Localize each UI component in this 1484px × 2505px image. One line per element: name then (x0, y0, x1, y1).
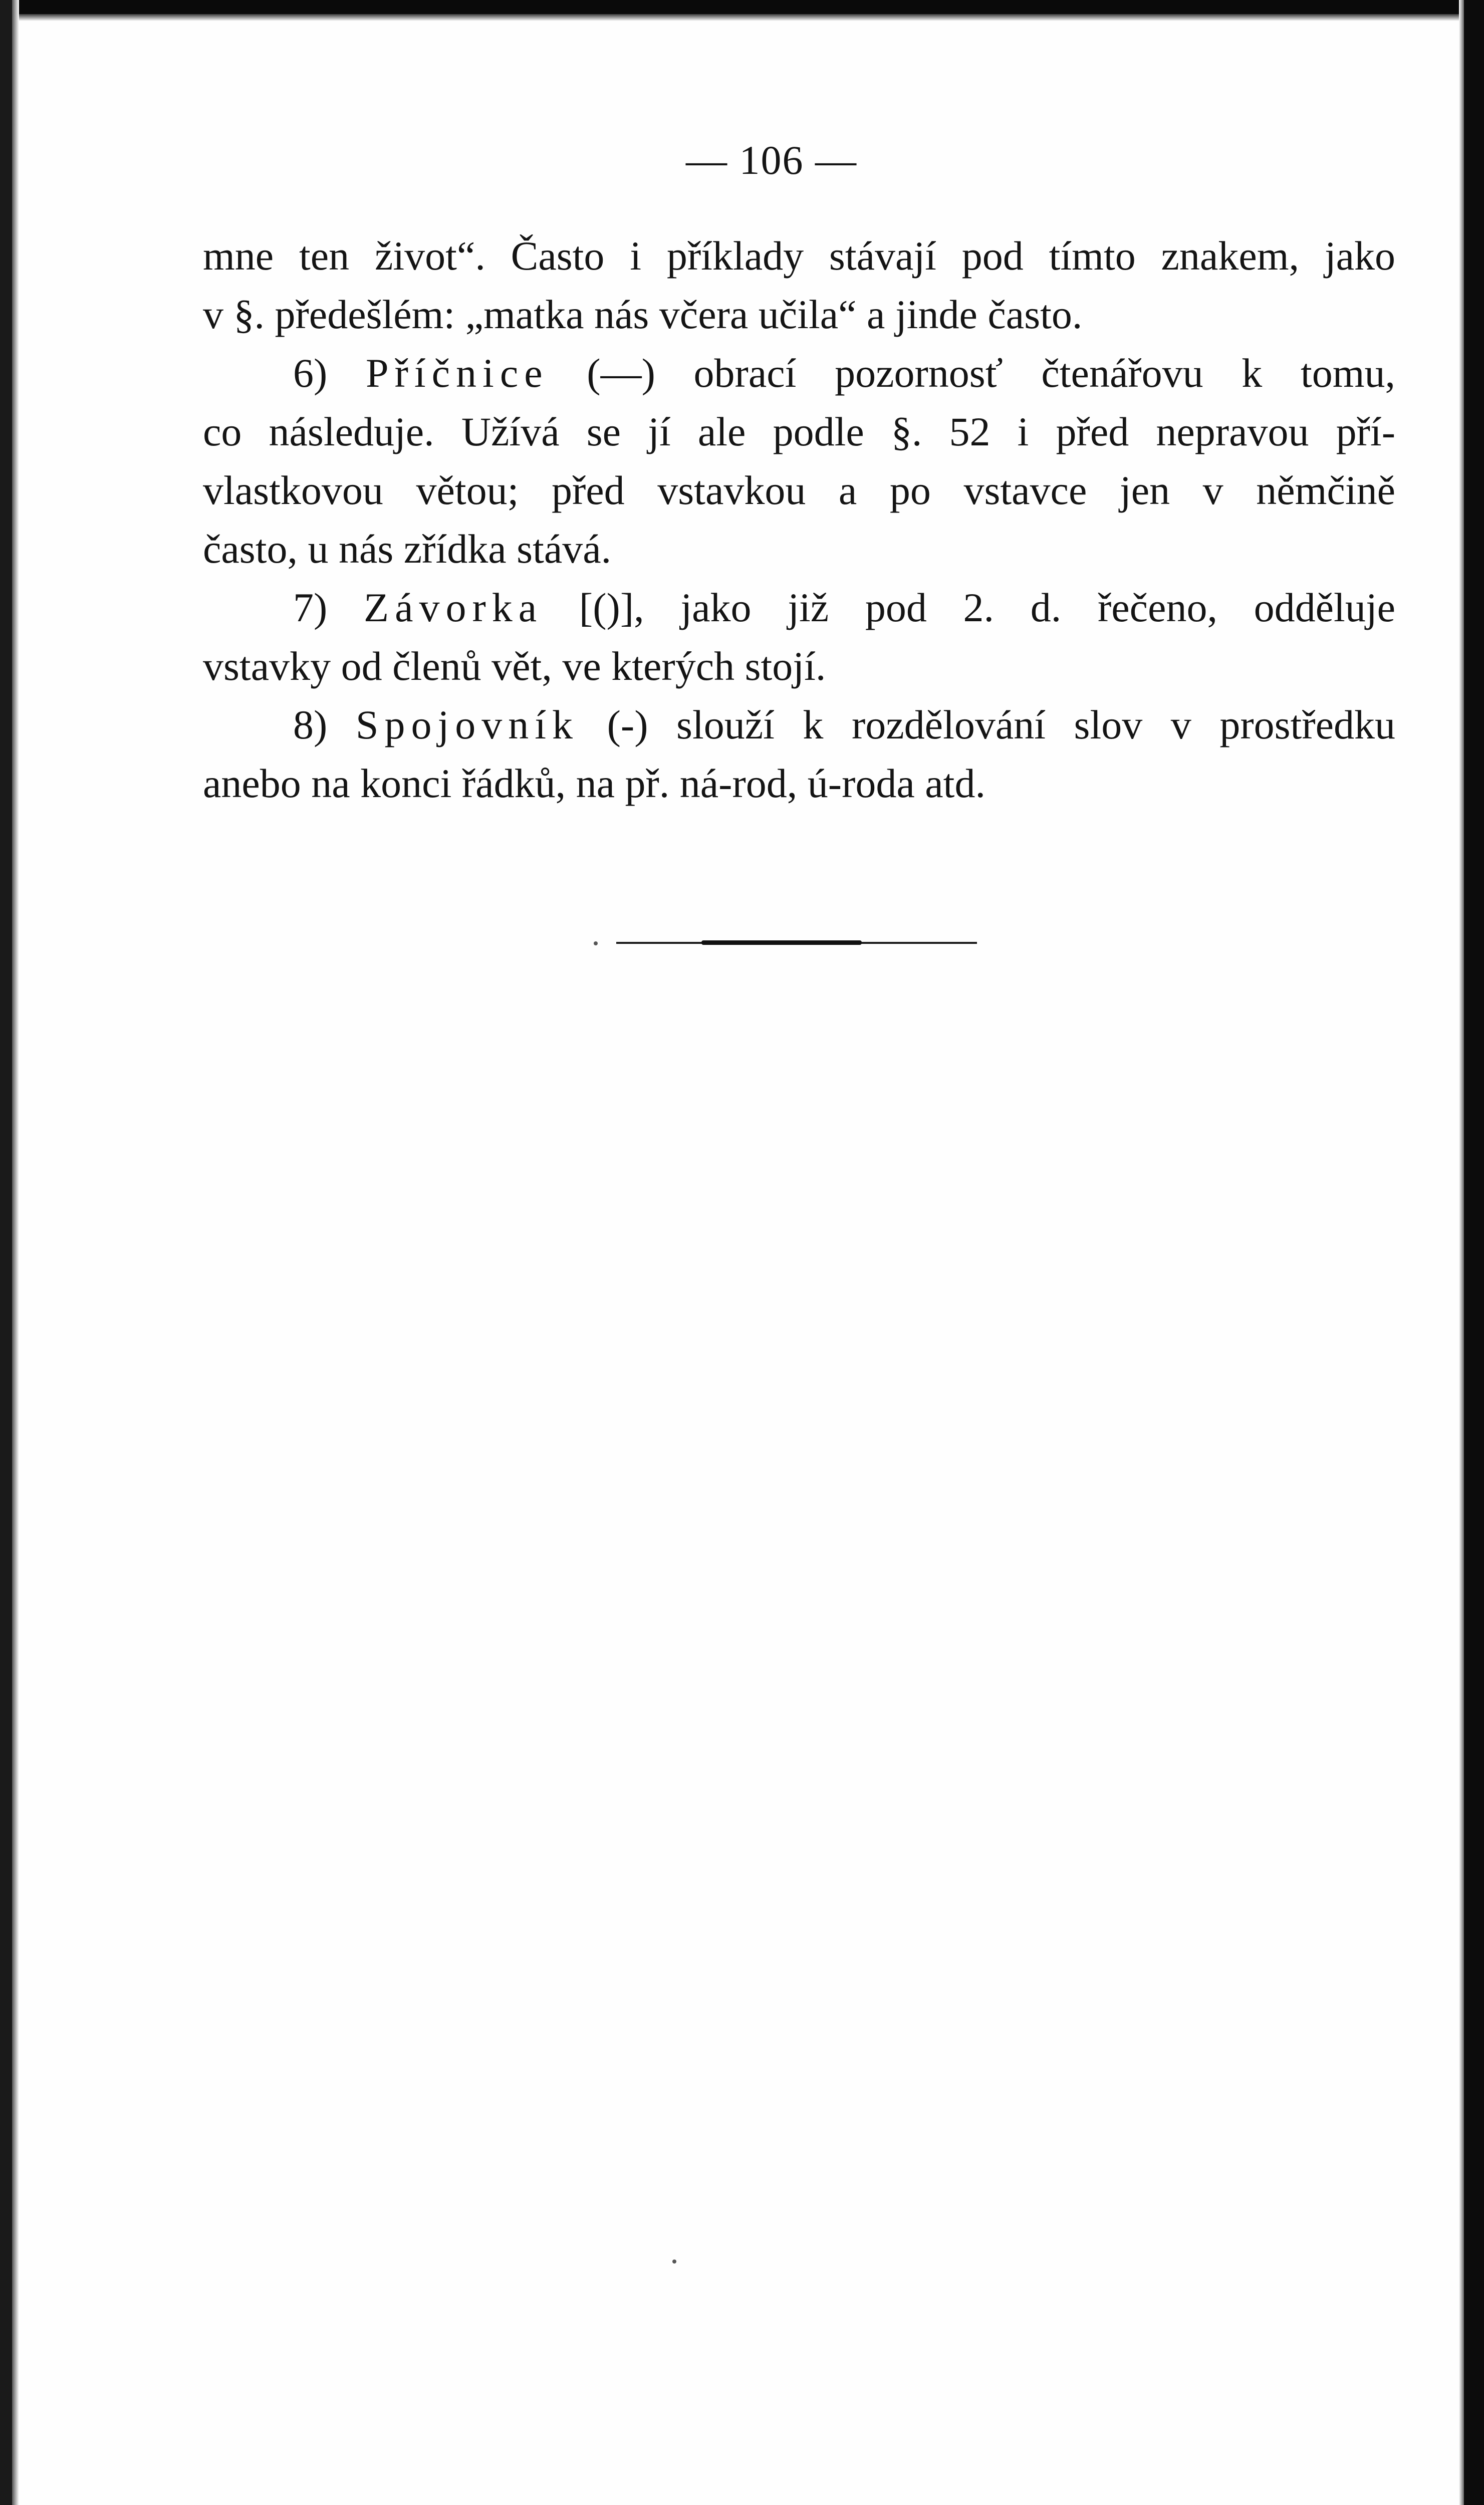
scan-edge-left-shadow (12, 0, 19, 2505)
paragraph-continuation-line-2: v §. předešlém: „matka nás včera učila“ a jinde často. (203, 292, 1083, 337)
paragraph-6-line-1 (203, 344, 1395, 402)
scan-edge-top-shadow (0, 14, 1484, 21)
paragraph-6-line-4: často, u nás zřídka stává. (203, 526, 612, 572)
paragraph-6-line-1-text: (—) obrací pozornosť čtenářovu k tomu, (587, 350, 1395, 396)
paragraph-8-line-1-text: (-) slouží k rozdělování slov v prostředku (607, 702, 1395, 747)
paragraph-6-line-2: co následuje. Užívá se jí ale podle §. 52 i před nepravou pří- (203, 409, 1395, 454)
paragraph-7-line-2: vstavky od členů vět, ve kterých stojí. (203, 643, 826, 689)
scan-edge-right-shadow (1459, 0, 1464, 2505)
print-speck (672, 2260, 676, 2264)
page-number: — 106 — (686, 137, 857, 183)
paragraph-6-term: Příčnice (365, 350, 549, 396)
paragraph-6-line-3: vlastkovou větou; před vstavkou a po vstavce jen v němčině (203, 467, 1395, 513)
paragraph-8-term: Spojovník (355, 702, 579, 747)
scan-edge-right (1464, 0, 1484, 2505)
paragraph-6-number: 6) (293, 350, 328, 396)
paragraph-7-term: Závorka (364, 585, 543, 630)
paragraph-8-line-1 (203, 695, 1395, 754)
paragraph-7-line-1-text: [()], jako již pod 2. d. řečeno, odděluje (579, 585, 1395, 630)
section-end-rule-swell (701, 940, 862, 945)
print-speck (594, 941, 598, 945)
paragraph-8-number: 8) (293, 702, 328, 747)
scan-edge-top (0, 0, 1484, 14)
paragraph-7-line-1 (203, 578, 1395, 637)
paragraph-8-line-2: anebo na konci řádků, na př. ná-rod, ú-roda atd. (203, 761, 985, 806)
scan-edge-left (0, 0, 12, 2505)
body-text (203, 226, 1395, 813)
paragraph-7-number: 7) (293, 585, 328, 630)
paragraph-continuation-line-1: mne ten život“. Často i příklady stávají pod tímto znakem, jako (203, 233, 1395, 279)
